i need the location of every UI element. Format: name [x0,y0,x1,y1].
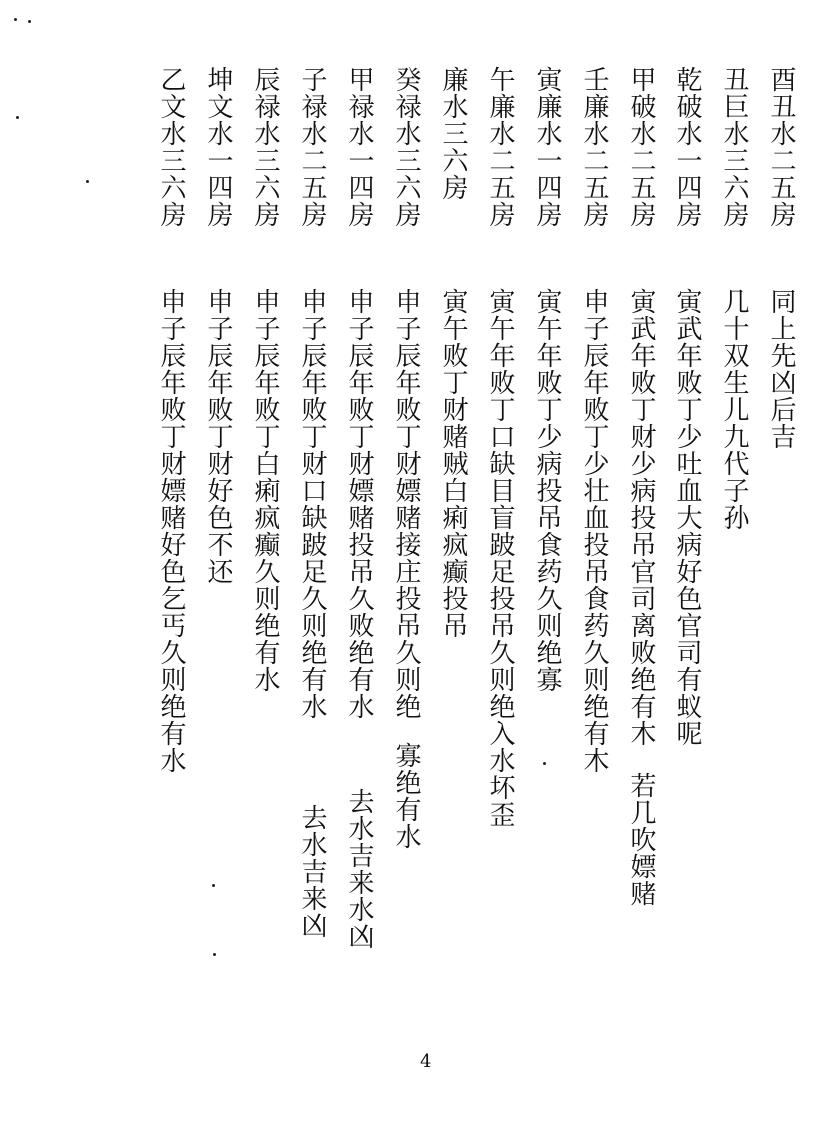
entry-body: 几十双生儿九代子孙 [719,288,749,531]
entry-head: 乙文水三六房 [156,66,186,228]
entry-body: 申子辰年败丁财嫖赌接庄投吊久则绝 [391,288,421,720]
entry-head: 癸禄水三六房 [391,66,421,228]
scan-speck [86,180,89,183]
scan-speck [16,116,19,119]
entry-head: 午廉水二五房 [485,66,515,228]
entry-head: 寅廉水一四房 [532,66,562,228]
scan-speck [543,762,546,765]
entry-head: 坤文水一四房 [203,66,233,228]
entry-body: 寅武年败丁财少病投吊官司离败绝有木 [626,288,656,747]
entry-head: 壬廉水二五房 [579,66,609,228]
entry-body: 申子辰年败丁财好色不还 [203,288,233,585]
entry-head: 甲禄水一四房 [344,66,374,228]
entry-note: 去水吉来凶 [297,804,327,939]
entry-body: 寅午年败丁口缺目盲跛足投吊久则绝入水坏歪 [485,288,515,828]
entry-body: 寅午败丁财赌贼白痢疯癫投吊 [438,288,468,639]
entry-body: 申子辰年败丁少壮血投吊食药久则绝有木 [579,288,609,774]
entry-body: 申子辰年败丁财嫖赌投吊久败绝有水 [344,288,374,720]
entry-body: 寅武年败丁少吐血大病好色官司有蚁呢 [672,288,702,747]
scan-speck [212,884,215,887]
entry-note: 寡绝有水 [391,742,421,850]
entry-head: 甲破水二五房 [626,66,656,228]
entry-body: 申子辰年败丁白痢疯癫久则绝有水 [250,288,280,693]
entry-head: 酉丑水二五房 [766,66,796,228]
entry-body: 申子辰年败丁财嫖赌好色乞丐久则绝有水 [156,288,186,774]
entry-head: 廉水三六房 [438,66,468,201]
entry-head: 乾破水一四房 [672,66,702,228]
entry-note: 去水吉来水凶 [344,788,374,950]
entry-head: 丑巨水三六房 [719,66,749,228]
scan-speck [213,953,216,956]
entry-body: 寅午年败丁少病投吊食药久则绝寡 [532,288,562,693]
entry-head: 子禄水二五房 [297,66,327,228]
scan-speck [28,20,31,23]
page-number: 4 [420,1051,432,1072]
scan-speck [14,18,17,21]
entry-body: 申子辰年败丁财口缺跛足久则绝有水 [297,288,327,720]
entry-head: 辰禄水三六房 [250,66,280,228]
entry-body: 同上先凶后吉 [766,288,796,450]
entry-note: 若几吹嫖赌 [626,772,656,907]
